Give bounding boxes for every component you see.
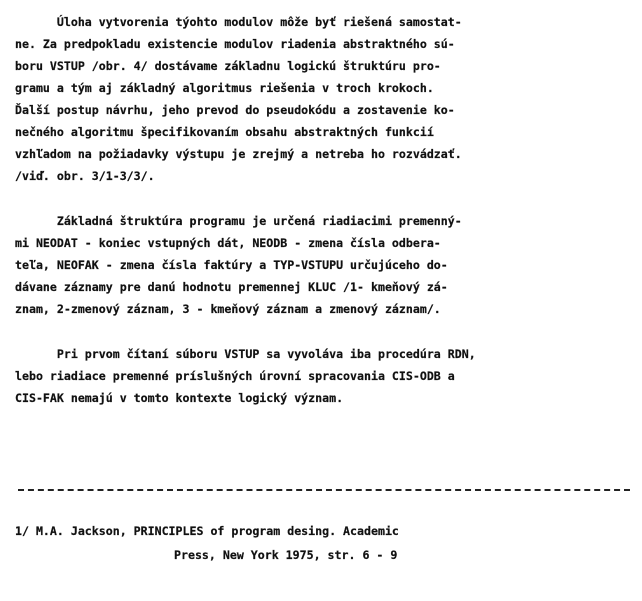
paragraph-3-line-3: CIS-FAK nemajú v tomto kontexte logický význam. (15, 391, 344, 405)
paragraph-2-line-3: teľa, NEOFAK - zmena čísla faktúry a TYP-VSTUPU určujúceho do- (15, 258, 448, 272)
paragraph-1-line-3: boru VSTUP /obr. 4/ dostávame základnu logickú štruktúru pro- (15, 59, 441, 73)
paragraph-3-line-1: Pri prvom čítaní súboru VSTUP sa vyvoláva iba procedúra RDN, (15, 347, 476, 361)
paragraph-2-line-1: Základná štruktúra programu je určená riadiacimi premenný- (15, 214, 462, 228)
paragraph-3-line-2: lebo riadiace premenné príslušných úrovní spracovania CIS-ODB a (15, 369, 455, 383)
paragraph-1-line-6: nečného algoritmu špecifikovaním obsahu abstraktných funkcií (15, 125, 434, 139)
paragraph-2-line-5: znam, 2-zmenový záznam, 3 - kmeňový záznam a zmenový záznam/. (15, 302, 441, 316)
paragraph-2-line-4: dávane záznamy pre danú hodnotu premennej KLUC /1- kmeňový zá- (15, 280, 448, 294)
footnote-separator-rule (18, 489, 630, 491)
footnote-line-2: Press, New York 1975, str. 6 - 9 (174, 548, 398, 562)
footnote-line-1: 1/ M.A. Jackson, PRINCIPLES of program desing. Academic (15, 524, 399, 538)
paragraph-1-line-7: vzhľadom na požiadavky výstupu je zrejmý a netreba ho rozvádzať. (15, 147, 462, 161)
paragraph-1-line-4: gramu a tým aj základný algoritmus riešenia v troch krokoch. (15, 81, 434, 95)
paragraph-1-line-8: /viď. obr. 3/1-3/3/. (15, 169, 155, 183)
paragraph-1-line-1: Úloha vytvorenia týohto modulov môže byť riešená samostat- (15, 15, 462, 29)
paragraph-1-line-5: Ďalší postup návrhu, jeho prevod do pseudokódu a zostavenie ko- (15, 103, 455, 117)
paragraph-2-line-2: mi NEODAT - koniec vstupných dát, NEODB - zmena čísla odbera- (15, 236, 441, 250)
paragraph-1-line-2: ne. Za predpokladu existencie modulov riadenia abstraktného sú- (15, 37, 455, 51)
